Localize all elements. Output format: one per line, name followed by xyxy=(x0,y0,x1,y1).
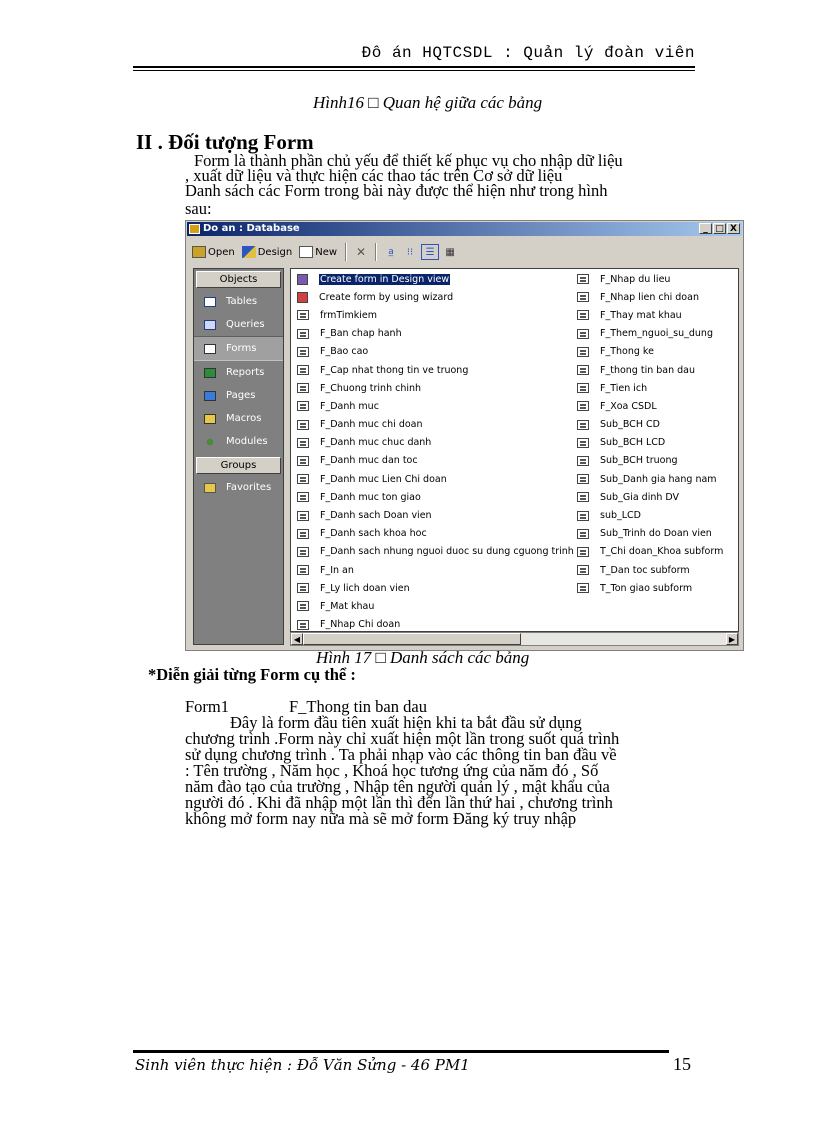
form-list-item-label: F_Danh muc dan toc xyxy=(320,455,418,467)
scroll-right-arrow-icon[interactable]: ▶ xyxy=(726,633,738,645)
form-icon xyxy=(297,383,309,393)
form-list-item[interactable] xyxy=(291,561,574,579)
sidebar-item-tables[interactable] xyxy=(194,290,283,313)
form-icon xyxy=(577,529,589,539)
form-icon xyxy=(577,438,589,448)
form-list-item[interactable] xyxy=(291,543,574,561)
report-icon xyxy=(204,368,216,378)
form-icon xyxy=(297,420,309,430)
large-icons-icon[interactable]: a̲ xyxy=(388,247,394,257)
form-icon xyxy=(577,511,589,521)
form-icon xyxy=(577,420,589,430)
form-list-item[interactable] xyxy=(291,306,574,324)
form-icon xyxy=(577,474,589,484)
sidebar-item-label: Tables xyxy=(226,296,258,307)
details-view-icon[interactable]: ▦ xyxy=(445,246,455,258)
groups-header[interactable]: Groups xyxy=(196,457,281,474)
form-icon xyxy=(577,347,589,357)
sidebar-item-label: Reports xyxy=(226,367,265,378)
objects-bar xyxy=(193,268,284,645)
form1-desc-line-2: chương trình .Form này chỉ xuất hiện một lần trong suốt quá trình xyxy=(185,729,620,748)
form-list-item[interactable] xyxy=(291,361,574,379)
form-icon xyxy=(297,601,309,611)
form-list-item-label: F_Xoa CSDL xyxy=(600,400,657,412)
sidebar-item-queries[interactable] xyxy=(194,313,283,336)
header-rule xyxy=(133,66,695,68)
access-app-icon xyxy=(189,224,200,234)
sidebar-item-favorites[interactable] xyxy=(194,476,283,499)
form-list-item[interactable] xyxy=(291,379,574,397)
sidebar-item-label: Forms xyxy=(226,343,257,354)
form-list-item[interactable] xyxy=(291,343,574,361)
form-list-item[interactable] xyxy=(571,561,723,579)
form-icon xyxy=(577,292,589,302)
sidebar-item-label: Queries xyxy=(226,319,265,330)
scrollbar-thumb[interactable] xyxy=(303,633,521,645)
form1-desc-line-5: năm đào tạo của trường , Nhập tên người quản lý , mật khẩu của xyxy=(185,777,610,796)
form1-desc-line-6: người đó . Khi đã nhập một lần thì đến lần thứ hai , chương trình xyxy=(185,793,613,812)
open-button[interactable] xyxy=(190,246,237,258)
form-icon xyxy=(297,547,309,557)
sidebar-item-modules[interactable] xyxy=(194,430,283,453)
minimize-button[interactable]: _ xyxy=(699,223,712,234)
figure16-caption: Hình16 □ Quan hệ giữa các bảng xyxy=(313,93,543,112)
form-list-item[interactable] xyxy=(571,288,723,306)
scroll-left-arrow-icon[interactable]: ◀ xyxy=(291,633,303,645)
form-icon xyxy=(204,344,216,354)
form-icon xyxy=(297,565,309,575)
form-list-item[interactable] xyxy=(571,379,723,397)
form-list-item-label: F_Danh muc chuc danh xyxy=(320,437,432,449)
form-list-item[interactable] xyxy=(571,452,723,470)
form-icon xyxy=(577,456,589,466)
form-list-item-label: F_Danh sach nhung nguoi duoc su dung cguong trinh xyxy=(320,546,574,558)
form-list-item-label: F_In an xyxy=(320,564,354,576)
table-icon xyxy=(204,297,216,307)
form-icon xyxy=(577,365,589,375)
form-icon xyxy=(297,529,309,539)
small-icons-icon[interactable]: ⁝⁝ xyxy=(406,246,414,258)
form-list-item-label: T_Dan toc subform xyxy=(600,564,690,576)
form-list-item[interactable] xyxy=(571,506,723,524)
form-list-item-label: F_Danh muc xyxy=(320,400,379,412)
form-list-item[interactable] xyxy=(291,579,574,597)
form-list-item-label: sub_LCD xyxy=(600,510,641,522)
window-title: Do an : Database xyxy=(203,223,300,234)
form-list-item[interactable] xyxy=(571,343,723,361)
sidebar-item-label: Macros xyxy=(226,413,262,424)
form-list-item-label: F_thong tin ban dau xyxy=(600,364,696,376)
form-icon xyxy=(297,474,309,484)
footer-author: Sinh viên thực hiện : Đỗ Văn Sửng - 46 PM1 xyxy=(135,1056,470,1074)
wizard-icon xyxy=(297,292,308,303)
form-list-item[interactable] xyxy=(571,434,723,452)
new-label: New xyxy=(315,246,338,258)
list-view-icon[interactable]: ☰ xyxy=(421,244,439,260)
maximize-button[interactable]: □ xyxy=(713,223,726,234)
form-icon xyxy=(297,365,309,375)
form-list-item-label: F_Thong ke xyxy=(600,346,654,358)
figure17-caption: Hình 17 □ Danh sách các bảng xyxy=(316,648,530,667)
design-button[interactable] xyxy=(240,246,295,258)
form1-desc-line-3: sử dụng chương trình . Ta phải nhạp vào các thông tin ban đầu về xyxy=(185,745,617,764)
form-list-item[interactable] xyxy=(571,325,723,343)
macro-icon xyxy=(204,414,216,424)
forms-list-column-1 xyxy=(291,270,574,634)
form1-name: F_Thong tin ban dau xyxy=(289,697,427,716)
horizontal-scrollbar[interactable] xyxy=(290,632,739,646)
form-icon xyxy=(297,347,309,357)
form-list-item[interactable] xyxy=(291,506,574,524)
design-label: Design xyxy=(257,246,293,258)
form-list-item-label: F_Ly lich doan vien xyxy=(320,582,410,594)
design-view-icon xyxy=(297,274,308,285)
intro-line-4: sau: xyxy=(185,199,212,218)
form-list-item[interactable] xyxy=(291,416,574,434)
form-list-item[interactable] xyxy=(571,488,723,506)
form1-desc-line-4: : Tên trường , Năm học , Khoá học tương ứng của năm đó , Số xyxy=(185,761,599,780)
new-icon xyxy=(299,246,313,258)
explain-heading: *Diễn giải từng Form cụ thể : xyxy=(148,665,356,684)
form-icon xyxy=(297,492,309,502)
form-icon xyxy=(297,620,309,630)
query-icon xyxy=(204,320,216,330)
form-icon xyxy=(577,401,589,411)
form-icon xyxy=(297,583,309,593)
intro-line-2: , xuất dữ liệu và thực hiện các thao tác trên Cơ sở dữ liệu xyxy=(185,166,563,185)
form-list-item-label: F_Danh sach khoa hoc xyxy=(320,528,427,540)
form-list-item-label: F_Bao cao xyxy=(320,346,369,358)
form-list-item-label: F_Danh sach Doan vien xyxy=(320,510,432,522)
section-title: II . Đối tượng Form xyxy=(136,130,314,154)
form-list-item-label: F_Nhap Chi doan xyxy=(320,619,401,631)
form-list-item-label: F_Mat khau xyxy=(320,600,375,612)
form-list-item-label: F_Nhap lien chi doan xyxy=(600,291,699,303)
form-icon xyxy=(297,438,309,448)
form-list-item[interactable] xyxy=(291,434,574,452)
form-list-item-label: Sub_Gia dinh DV xyxy=(600,491,680,503)
sidebar-item-label: Favorites xyxy=(226,482,272,493)
favorites-folder-icon xyxy=(204,483,216,493)
intro-line-3: Danh sách các Form trong bài này được thể hiện như trong hình xyxy=(185,181,608,200)
window-titlebar xyxy=(187,222,742,236)
sidebar-item-label: Pages xyxy=(226,390,256,401)
form-icon xyxy=(577,547,589,557)
form-list-item-label: Create form in Design view xyxy=(320,273,450,285)
form-list-item-label: T_Chi doan_Khoa subform xyxy=(600,546,724,558)
form-list-item[interactable] xyxy=(571,525,723,543)
form-list-item-label: T_Ton giao subform xyxy=(600,582,693,594)
form-icon xyxy=(577,492,589,502)
form-list-item[interactable] xyxy=(571,470,723,488)
form-icon xyxy=(297,401,309,411)
page-number: 15 xyxy=(673,1054,691,1074)
delete-icon[interactable]: ✕ xyxy=(356,245,367,259)
form-list-item[interactable] xyxy=(291,452,574,470)
form-list-item[interactable] xyxy=(291,597,574,615)
form-list-item[interactable] xyxy=(571,361,723,379)
form-list-item[interactable] xyxy=(571,270,723,288)
forms-list-column-2 xyxy=(571,270,723,597)
sidebar-item-macros[interactable] xyxy=(194,407,283,430)
form-list-item[interactable] xyxy=(571,306,723,324)
form-list-item-label: F_Danh muc Lien Chi doan xyxy=(320,473,447,485)
sidebar-item-reports[interactable] xyxy=(194,361,283,384)
form-list-item-label: F_Chuong trinh chinh xyxy=(320,382,422,394)
form-list-item[interactable] xyxy=(291,397,574,415)
form-icon xyxy=(577,329,589,339)
window-toolbar xyxy=(188,239,741,265)
new-button[interactable] xyxy=(297,246,339,258)
form-list-item[interactable] xyxy=(291,488,574,506)
close-button[interactable]: X xyxy=(727,223,740,234)
header-rule-thin xyxy=(133,70,695,71)
form-icon xyxy=(577,310,589,320)
form-icon xyxy=(577,583,589,593)
form-list-item-label: F_Nhap du lieu xyxy=(600,273,671,285)
form-icon xyxy=(577,383,589,393)
form-list-item[interactable] xyxy=(291,325,574,343)
database-window xyxy=(185,220,744,651)
intro-line-1: Form là thành phần chủ yếu để thiết kế phục vụ cho nhập dữ liệu xyxy=(194,151,623,170)
form1-desc-line-1: Đây là form đầu tiên xuất hiện khi ta bắt đầu sử dụng xyxy=(230,713,582,732)
form-list-item-label: Sub_Danh gia hang nam xyxy=(600,473,717,485)
page-icon xyxy=(204,391,216,401)
forms-list xyxy=(290,268,739,632)
form-icon xyxy=(297,329,309,339)
sidebar-item-forms[interactable] xyxy=(194,336,283,361)
form-list-item-label: F_Tien ich xyxy=(600,382,648,394)
form-list-item-label: Sub_BCH CD xyxy=(600,419,660,431)
form-list-item-label: F_Cap nhat thong tin ve truong xyxy=(320,364,469,376)
form-icon xyxy=(297,511,309,521)
form1-desc-line-7: không mở form nay nữa mà sẽ mở form Đăng ký truy nhập xyxy=(185,809,577,828)
form-list-item[interactable] xyxy=(571,416,723,434)
form-list-item[interactable] xyxy=(571,397,723,415)
form-list-item-label: F_Them_nguoi_su_dung xyxy=(600,328,713,340)
open-icon xyxy=(192,246,206,258)
form1-label: Form1 xyxy=(185,697,230,716)
form-list-item-label: F_Danh muc ton giao xyxy=(320,491,421,503)
form-list-item-label: frmTimkiem xyxy=(320,309,377,321)
objects-header[interactable]: Objects xyxy=(196,271,281,288)
form-list-item[interactable] xyxy=(291,470,574,488)
form-list-item-label: F_Ban chap hanh xyxy=(320,328,402,340)
footer-rule xyxy=(133,1050,669,1053)
open-label: Open xyxy=(208,246,235,258)
form-icon xyxy=(297,456,309,466)
design-icon xyxy=(242,246,256,258)
form-list-item[interactable] xyxy=(291,270,574,288)
form-list-item[interactable] xyxy=(571,543,723,561)
form-list-item[interactable] xyxy=(291,288,574,306)
sidebar-item-pages[interactable] xyxy=(194,384,283,407)
form-list-item-label: Sub_Trinh do Doan vien xyxy=(600,528,712,540)
form-list-item[interactable] xyxy=(291,525,574,543)
form-list-item-label: F_Danh muc chi doan xyxy=(320,419,423,431)
form-list-item-label: F_Thay mat khau xyxy=(600,309,682,321)
toolbar-separator xyxy=(375,243,377,261)
page-header: Đô án HQTCSDL : Quản lý đoàn viên xyxy=(361,44,695,62)
toolbar-separator xyxy=(345,243,347,261)
form-icon xyxy=(577,565,589,575)
form-icon xyxy=(577,274,589,284)
form-list-item-label: Sub_BCH truong xyxy=(600,455,678,467)
form-icon xyxy=(297,310,309,320)
module-icon xyxy=(204,437,216,447)
form-list-item-label: Create form by using wizard xyxy=(319,291,454,303)
form-list-item[interactable] xyxy=(571,579,723,597)
form-list-item-label: Sub_BCH LCD xyxy=(600,437,666,449)
sidebar-item-label: Modules xyxy=(226,436,268,447)
